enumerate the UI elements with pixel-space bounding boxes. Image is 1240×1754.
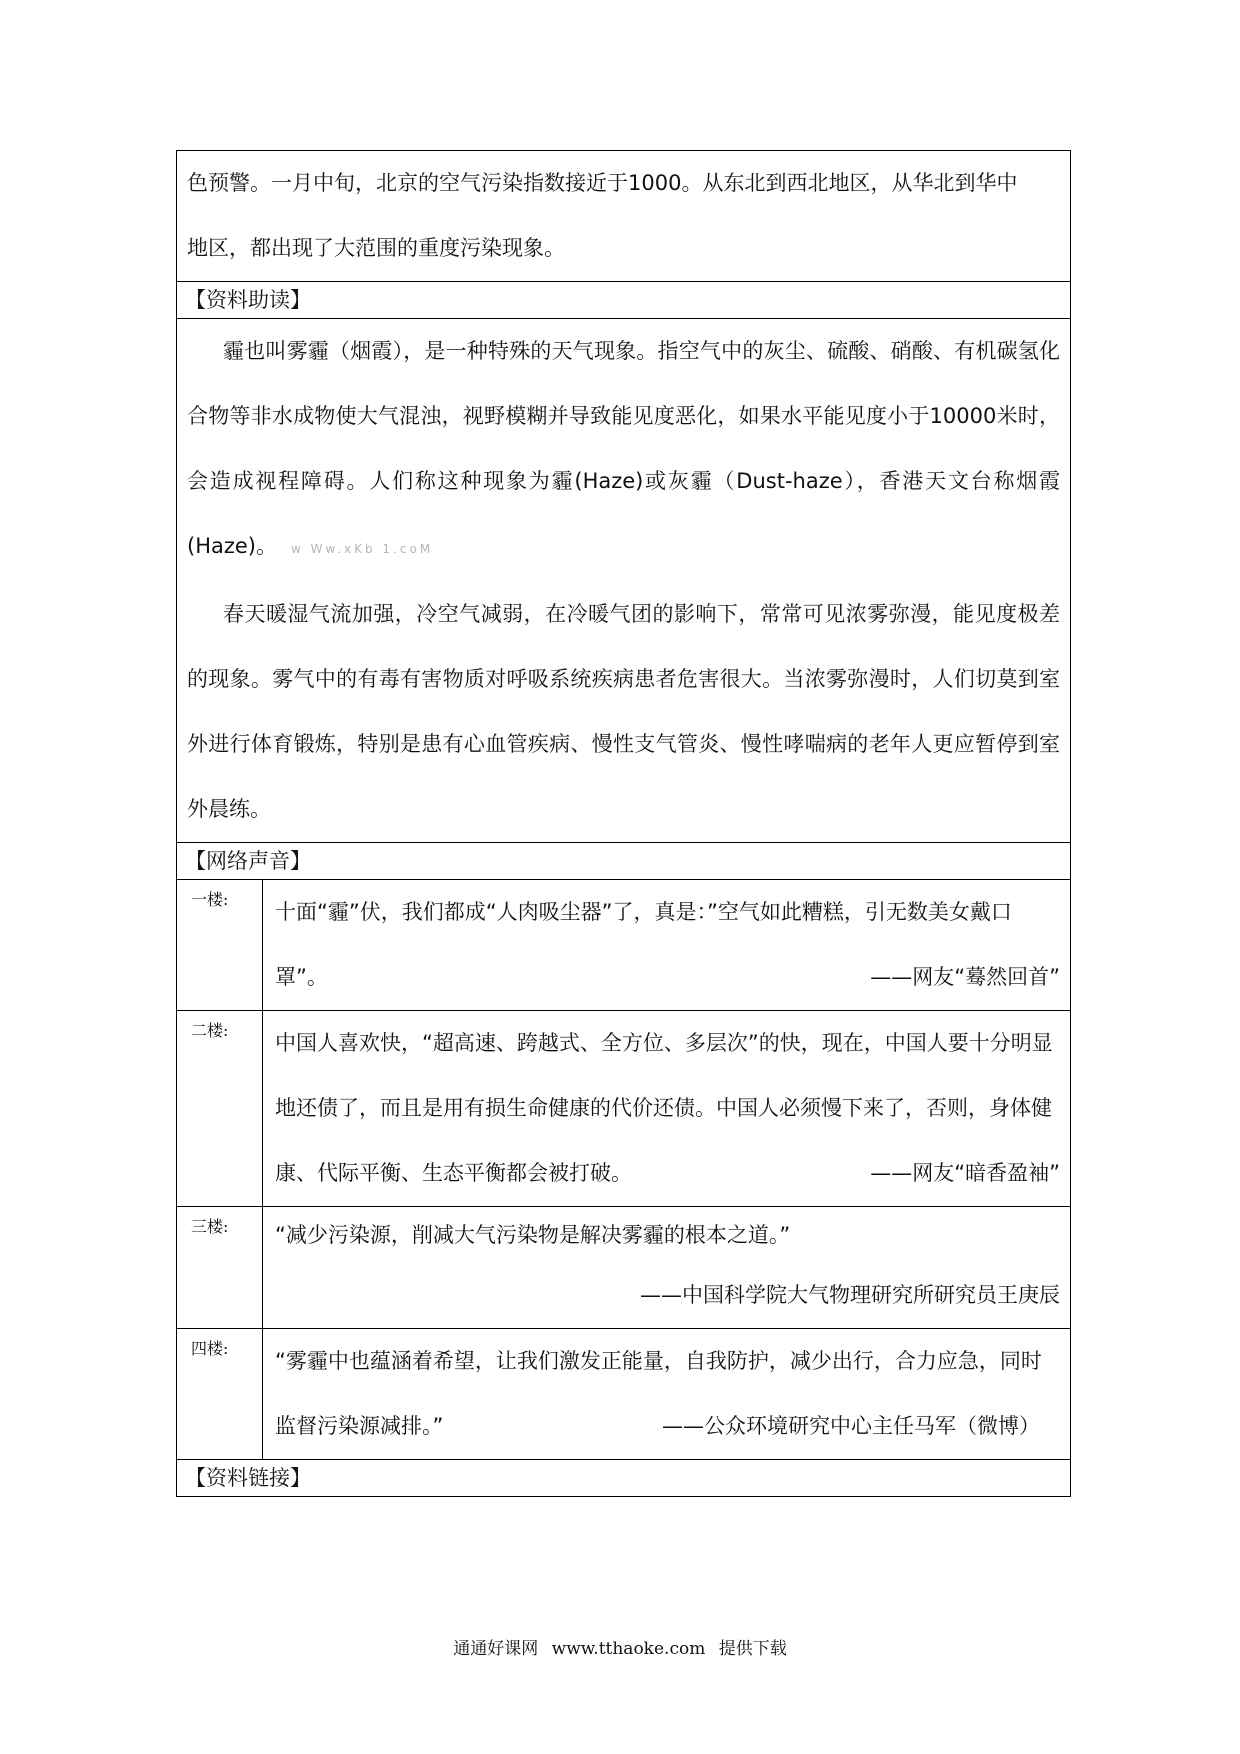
reading-header: 【资料助读】 (185, 288, 311, 312)
post-cell (263, 880, 1071, 1011)
reading-paragraph-1-text: 霾也叫雾霾（烟霞），是一种特殊的天气现象。指空气中的灰尘、硫酸、硝酸、有机碳氢化合物等非水成物使大气混浊，视野模糊并导致能见度恶化，如果水平能见度小于10000米时，会造成视程障碍。人们称这种现象为霾(Haze)或灰霾（Dust-haze），香港天文台称烟霞(Haze)。 (187, 339, 1061, 558)
document-page (176, 150, 1070, 1497)
intro-cell (177, 151, 1071, 282)
footer-suffix: 提供下载 (718, 1639, 787, 1659)
post-attribution: ——中国科学院大气物理研究所研究员王庚辰 (640, 1283, 1061, 1307)
intro-line-2: 地区，都出现了大范围的重度污染现象。 (187, 236, 565, 260)
floor-label: 一楼: (191, 890, 229, 909)
reading-paragraph-2: 春天暖湿气流加强，冷空气减弱，在冷暖气团的影响下，常常可见浓雾弥漫，能见度极差的现象。雾气中的有毒有害物质对呼吸系统疾病患者危害很大。当浓雾弥漫时，人们切莫到室外进行体育锻炼，特别是患有心血管疾病、慢性支气管炎、慢性哮喘病的老年人更应暂停到室外晨练。 (187, 602, 1061, 821)
intro-line-1: 色预警。一月中旬，北京的空气污染指数接近于1000。从东北到西北地区，从华北到华中 (187, 171, 1018, 195)
floor-label-cell (177, 1207, 263, 1329)
post-text: “雾霾中也蕴涵着希望，让我们激发正能量，自我防护，减少出行，合力应急，同时监督污染源减排。” (275, 1349, 1042, 1438)
reading-header-cell (177, 282, 1071, 319)
post-attribution: ——网友“蓦然回首” (870, 965, 1061, 989)
floor-label-cell (177, 1011, 263, 1207)
floor-label: 三楼: (191, 1217, 229, 1236)
post-row (177, 880, 1071, 1011)
watermark-text: w Ww.xKb 1.coM (291, 542, 434, 556)
footer-url[interactable]: www.tthaoke.com (551, 1639, 706, 1659)
post-cell (263, 1207, 1071, 1329)
floor-label: 四楼: (191, 1339, 229, 1358)
post-attribution: ——公众环境研究中心主任马军（微博） (662, 1414, 1041, 1438)
content-table (176, 150, 1071, 1497)
links-header: 【资料链接】 (185, 1466, 311, 1490)
post-row (177, 1329, 1071, 1460)
reading-body-cell (177, 319, 1071, 843)
voices-header-cell (177, 843, 1071, 880)
floor-label-cell (177, 880, 263, 1011)
floor-label-cell (177, 1329, 263, 1460)
post-text: 十面“霾”伏，我们都成“人肉吸尘器”了，真是：”空气如此糟糕，引无数美女戴口罩”。 (275, 900, 1012, 989)
post-cell (263, 1329, 1071, 1460)
post-row (177, 1011, 1071, 1207)
post-attribution: ——网友“暗香盈袖” (870, 1161, 1061, 1185)
floor-label: 二楼: (191, 1021, 229, 1040)
footer-site-name: 通通好课网 (453, 1639, 539, 1659)
post-text: “减少污染源，削减大气污染物是解决雾霾的根本之道。” (275, 1223, 791, 1247)
post-row (177, 1207, 1071, 1329)
reading-paragraph-1 (177, 319, 1070, 582)
links-header-cell (177, 1460, 1071, 1497)
page-footer (0, 1634, 1240, 1659)
post-cell (263, 1011, 1071, 1207)
post-text: 中国人喜欢快，“超高速、跨越式、全方位、多层次”的快，现在，中国人要十分明显地还债了，而且是用有损生命健康的代价还债。中国人必须慢下来了，否则，身体健康、代际平衡、生态平衡都会被打破。 (275, 1031, 1053, 1185)
voices-header: 【网络声音】 (185, 849, 311, 873)
